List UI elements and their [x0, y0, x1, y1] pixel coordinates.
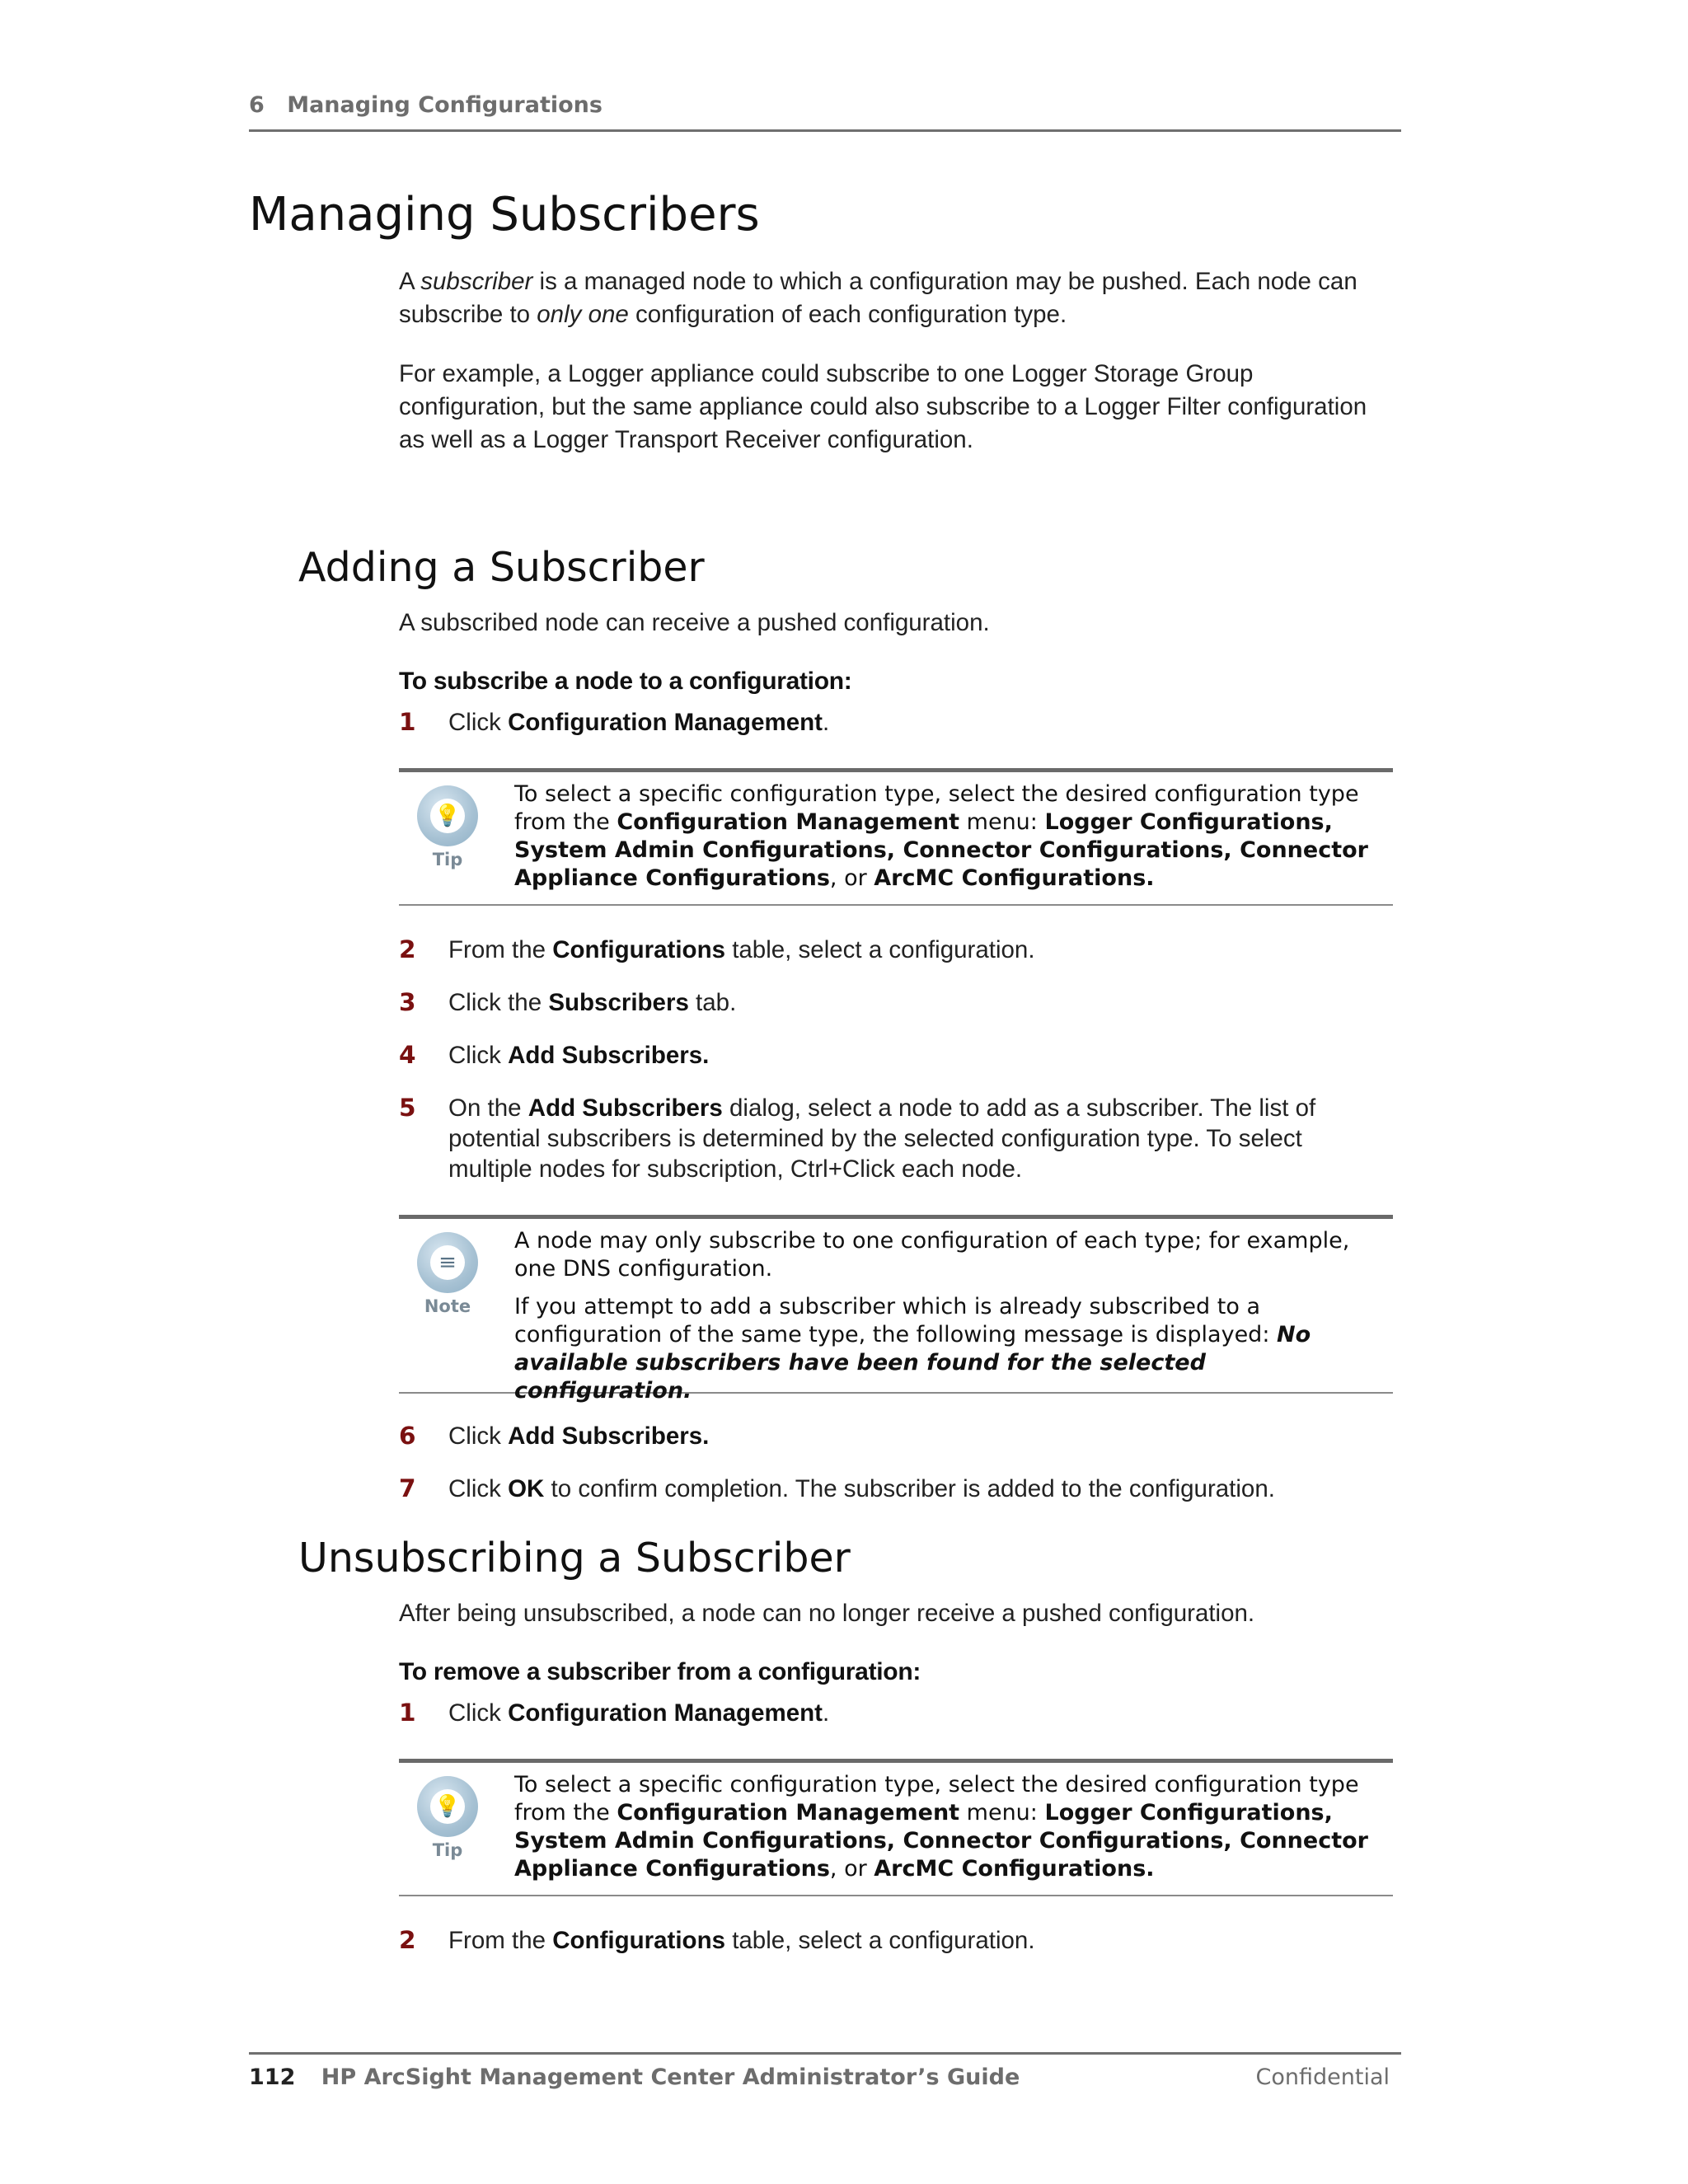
tip-text: To select a specific configuration type, select the desired configuration type from the Configuration Management menu: Logger Configurations, System Admin Configurations, Connector Configurations, Connector Appliance Configurations, or ArcMC Configurations.	[514, 781, 1368, 891]
chapter-number: 6	[249, 92, 265, 118]
adding-procedure-title: To subscribe a node to a configuration:	[399, 668, 852, 695]
note-lines-icon: ≡	[417, 1232, 478, 1293]
page-number: 112	[249, 2064, 296, 2090]
adding-subscriber-heading: Adding a Subscriber	[298, 544, 705, 591]
adding-intro: A subscribed node can receive a pushed configuration.	[399, 609, 990, 636]
unsubscribing-intro: After being unsubscribed, a node can no longer receive a pushed configuration.	[399, 1600, 1255, 1627]
tip-callout-adding	[399, 768, 1393, 906]
section-title: Managing Subscribers	[249, 188, 760, 241]
lightbulb-icon: 💡	[417, 785, 478, 846]
tip-callout-unsubscribing	[399, 1759, 1393, 1896]
tip-label: Tip	[432, 850, 463, 869]
book-title: HP ArcSight Management Center Administrator’s Guide	[321, 2064, 1020, 2090]
intro-paragraph-1: A subscriber is a managed node to which a configuration may be pushed. Each node can subscribe to only one configuration of each configuration type.	[399, 268, 1357, 328]
note-callout	[399, 1215, 1393, 1404]
unsubscribing-procedure-title: To remove a subscriber from a configuration:	[399, 1658, 921, 1685]
note-text: A node may only subscribe to one configuration of each type; for example, one DNS configuration. If you attempt to add a subscriber which is already subscribed to a configuration of the same type, the following message is displayed: No available subscribers have been found for the selected configuration.	[514, 1228, 1350, 1404]
tip-label: Tip	[432, 1840, 463, 1860]
classification-label: Confidential	[1255, 2064, 1390, 2090]
tip-text: To select a specific configuration type, select the desired configuration type from the Configuration Management menu: Logger Configurations, System Admin Configurations, Connector Configurations, Connector Appliance Configurations, or ArcMC Configurations.	[514, 1772, 1368, 1882]
lightbulb-icon: 💡	[417, 1776, 478, 1837]
chapter-title: Managing Configurations	[287, 92, 603, 118]
unsubscribing-heading: Unsubscribing a Subscriber	[298, 1535, 851, 1582]
intro-paragraph-2: For example, a Logger appliance could subscribe to one Logger Storage Group configuration, but the same appliance could also subscribe to a Logger Filter configuration as well as a Logger Transport Receiver configuration.	[399, 360, 1367, 453]
note-label: Note	[424, 1296, 471, 1316]
document-page: 6 Managing Configurations Managing Subscribers A subscriber is a managed node to which a configuration may be pushed. Each node can subscribe to only one configuration of each configuration type. For example, a Logger appliance could subscribe to one Logger Storage Group configuration, but the same appliance could also subscribe to a Logger Filter configuration as well as a Logger Transport Receiver configuration. Adding a Subscriber A subscribed node can receive a pushed configuration. To subscribe a node to a configuration: 1 Click Configuration Management. 💡 Tip To select a specific configuration type, select the desired configuration type from the Configuration Management menu: Logger Configurations, System Admin Configurations, Connector Configurations, Connector Appliance Configurations, or ArcMC Configurations. 2 From the Configurations table, select a configuration. 3 Click the Subscribers tab. 4 Click Add Subscribers. 5 On the Add Subscribers dialog, select a node to add as a subscriber. The list of potential subscribers is determined by the selected configuration type. To select multiple nodes for subscription, Ctrl+Click each node. ≡ Note A node may only subscribe to one configuration of each type; for example, one DNS configuration. If you attempt to add a subscriber which is already subscribed to a configuration of the same type, the following message is displayed: No available subscribers have been found for the selected configuration. 6 Click Add Subscribers. 7 Click OK to confirm completion. The subscriber is added to the configuration. Unsubscribing a Subscriber After being unsubscribed, a node can no longer receive a pushed configuration. To remove a subscriber from a configuration: 1 Click Configuration Management. 💡 Tip To select a specific configuration type, select the desired configuration type from the Configuration Management menu: Logger Configurations, System Admin Configurations, Connector Configurations, Connector Appliance Configurations, or ArcMC Configurations. 2 From the Configurations table, select a configuration. 112 HP ArcSight Management Center Administrator’s Guide Confidential	[0, 0, 1688, 2184]
running-footer	[249, 2052, 1401, 2090]
running-header	[249, 92, 1401, 132]
